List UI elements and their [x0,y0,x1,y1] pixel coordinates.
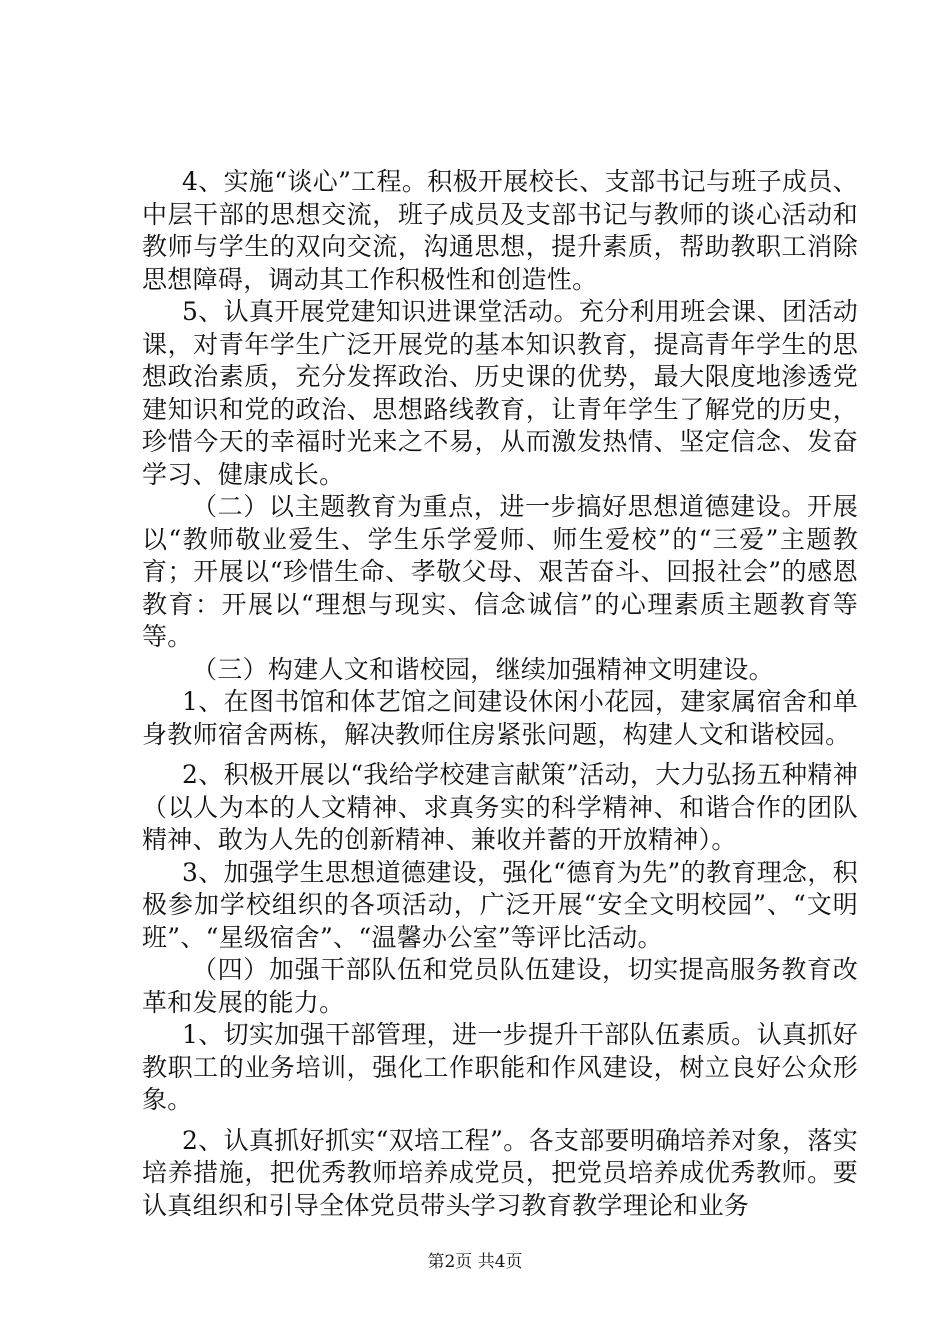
section-heading-theme-education: （二）以主题教育为重点，进一步搞好思想道德建设。开展以“教师敬业爱生、学生乐学爱师、师生爱校”的“三爱”主题教育；开展以“珍惜生命、孝敬父母、艰苦奋斗、回报社会”的感恩教育：开展以“理想与现实、信念诚信”的心理素质主题教育等等。 [142,492,858,651]
paragraph-cadre-management: 1、切实加强干部管理，进一步提升干部队伍素质。认真抓好教职工的业务培训，强化工作职能和作风建设，树立良好公众形象。 [142,1020,858,1114]
paragraph-party-knowledge: 5、认真开展党建知识进课堂活动。充分利用班会课、团活动课，对青年学生广泛开展党的基本知识教育，提高青年学生的思想政治素质，充分发挥政治、历史课的优势，最大限度地渗透党建知识和党的政治、思想路线教育，让青年学生了解党的历史，珍惜今天的幸福时光来之不易，从而激发热情、坚定信念、发奋学习、健康成长。 [142,297,858,489]
paragraph-double-training: 2、认真抓好抓实“双培工程”。各支部要明确培养对象，落实培养措施，把优秀教师培养成党员，把党员培养成优秀教师。要认真组织和引导全体党员带头学习教育教学理论和业务 [142,1125,858,1220]
section-heading-cadre-team: （四）加强干部队伍和党员队伍建设，切实提高服务教育改革和发展的能力。 [142,955,858,1017]
paragraph-five-spirits: 2、积极开展以“我给学校建言献策”活动，大力弘扬五种精神（以人为本的人文精神、求真务实的科学精神、和谐合作的团队精神、敢为人先的创新精神、兼收并蓄的开放精神）。 [142,760,858,854]
paragraph-talk-project: 4、实施“谈心”工程。积极开展校长、支部书记与班子成员、中层干部的思想交流，班子成员及支部书记与教师的谈心活动和教师与学生的双向交流，沟通思想，提升素质，帮助教职工消除思想障碍，调动其工作积极性和创造性。 [142,167,858,294]
document-body [142,166,858,1222]
page-number-footer: 第2页 共4页 [427,1252,523,1272]
section-heading-harmonious-campus: （三）构建人文和谐校园，继续加强精神文明建设。 [192,654,774,684]
paragraph-garden-dormitory: 1、在图书馆和体艺馆之间建设休闲小花园，建家属宿舍和单身教师宿舍两栋，解决教师住房紧张问题，构建人文和谐校园。 [142,687,858,749]
paragraph-moral-education: 3、加强学生思想道德建设，强化“德育为先”的教育理念，积极参加学校组织的各项活动，广泛开展“安全文明校园”、“文明班”、“星级宿舍”、“温馨办公室”等评比活动。 [142,857,858,952]
